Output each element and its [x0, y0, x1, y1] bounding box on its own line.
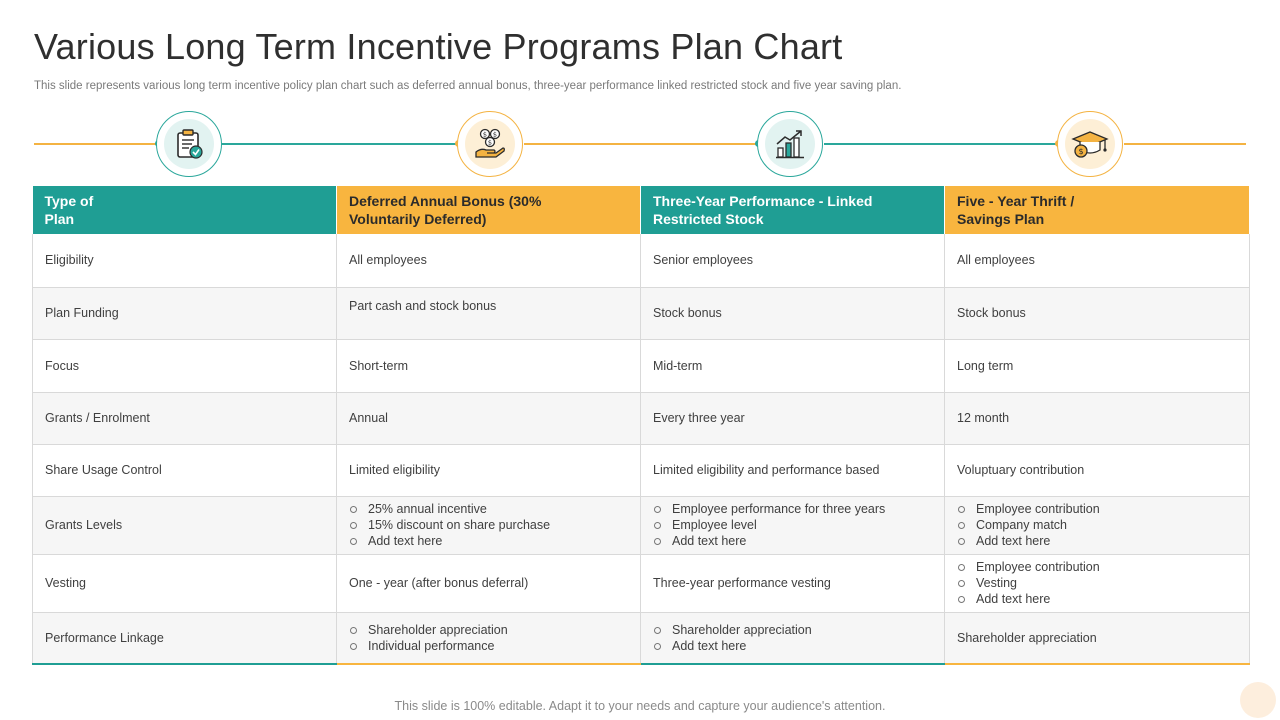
bullet-list: [653, 622, 932, 654]
list-item: Add text here: [349, 533, 628, 549]
cell: Every three year: [641, 392, 945, 444]
cell: Shareholder appreciation: [945, 612, 1250, 664]
row-label: Share Usage Control: [33, 444, 337, 496]
list-item: Individual performance: [349, 638, 628, 654]
icon-timeline: [0, 108, 1280, 180]
row-label: Grants Levels: [33, 496, 337, 554]
header-three-year-performance: Three-Year Performance - Linked Restricted Stock: [641, 186, 945, 234]
bullet-list: [653, 501, 932, 549]
hand-coins-icon: [472, 126, 508, 162]
cell: Limited eligibility: [337, 444, 641, 496]
table-row-eligibility: [33, 234, 1250, 287]
graduation-cap-coin-icon: [1070, 126, 1110, 162]
cell: Stock bonus: [945, 287, 1250, 339]
table-header-row: [33, 186, 1250, 234]
timeline-segment: [1124, 143, 1246, 145]
table-row-grants-levels: [33, 496, 1250, 554]
icon-circle-4: [1057, 111, 1123, 177]
timeline-segment: [524, 143, 758, 145]
svg-text:$: $: [487, 138, 493, 147]
cell: Annual: [337, 392, 641, 444]
table-row-grants-enrolment: [33, 392, 1250, 444]
table-row-share-usage-control: [33, 444, 1250, 496]
table-row-focus: [33, 339, 1250, 392]
cell: [641, 612, 945, 664]
cell: Senior employees: [641, 234, 945, 287]
list-item: Company match: [957, 517, 1237, 533]
timeline-segment: [222, 143, 458, 145]
cell: Voluptuary contribution: [945, 444, 1250, 496]
incentive-plan-table: [32, 186, 1250, 665]
list-item: Add text here: [957, 533, 1237, 549]
row-label: Performance Linkage: [33, 612, 337, 664]
svg-text:$: $: [1078, 147, 1084, 156]
footer-note: This slide is 100% editable. Adapt it to your needs and capture your audience's attention.: [394, 699, 886, 713]
cell: Short-term: [337, 339, 641, 392]
growth-chart-icon: [772, 126, 808, 162]
cell: 12 month: [945, 392, 1250, 444]
list-item: Add text here: [957, 591, 1237, 607]
icon-circle-1: [156, 111, 222, 177]
bullet-list: [349, 622, 628, 654]
cell: Stock bonus: [641, 287, 945, 339]
timeline-segment: [34, 143, 156, 145]
header-type-of-plan: Type of Plan: [33, 186, 337, 234]
list-item: Add text here: [653, 533, 932, 549]
list-item: Add text here: [653, 638, 932, 654]
cell: Three-year performance vesting: [641, 554, 945, 612]
cell: Part cash and stock bonus: [337, 287, 641, 339]
timeline-segment: [824, 143, 1058, 145]
cell: [641, 496, 945, 554]
cell: All employees: [337, 234, 641, 287]
cell: [337, 612, 641, 664]
row-label: Vesting: [33, 554, 337, 612]
icon-circle-3: [757, 111, 823, 177]
svg-text:$: $: [492, 130, 498, 139]
clipboard-check-icon: [172, 127, 206, 161]
list-item: Shareholder appreciation: [653, 622, 932, 638]
icon-circle-2: [457, 111, 523, 177]
header-five-year-thrift: Five - Year Thrift / Savings Plan: [945, 186, 1250, 234]
cell: [945, 554, 1250, 612]
page-title: Various Long Term Incentive Programs Plan Chart: [34, 26, 843, 67]
list-item: Shareholder appreciation: [349, 622, 628, 638]
cell: Limited eligibility and performance based: [641, 444, 945, 496]
table-row-performance-linkage: [33, 612, 1250, 664]
cell: One - year (after bonus deferral): [337, 554, 641, 612]
page-subtitle: This slide represents various long term incentive policy plan chart such as deferred annual bonus, three-year performance linked restricted stock and five year saving plan.: [34, 80, 902, 92]
table-row-vesting: [33, 554, 1250, 612]
row-label: Focus: [33, 339, 337, 392]
list-item: Employee contribution: [957, 559, 1237, 575]
corner-decoration: [1240, 682, 1276, 718]
cell: [337, 496, 641, 554]
list-item: Employee level: [653, 517, 932, 533]
list-item: 15% discount on share purchase: [349, 517, 628, 533]
row-label: Grants / Enrolment: [33, 392, 337, 444]
list-item: Vesting: [957, 575, 1237, 591]
svg-text:$: $: [482, 130, 488, 139]
list-item: Employee performance for three years: [653, 501, 932, 517]
cell: [945, 496, 1250, 554]
bullet-list: [957, 501, 1237, 549]
row-label: Eligibility: [33, 234, 337, 287]
bullet-list: [957, 559, 1237, 607]
header-deferred-annual-bonus: Deferred Annual Bonus (30% Voluntarily Deferred): [337, 186, 641, 234]
cell: All employees: [945, 234, 1250, 287]
cell: Mid-term: [641, 339, 945, 392]
list-item: Employee contribution: [957, 501, 1237, 517]
row-label: Plan Funding: [33, 287, 337, 339]
list-item: 25% annual incentive: [349, 501, 628, 517]
bullet-list: [349, 501, 628, 549]
table-row-plan-funding: [33, 287, 1250, 339]
cell: Long term: [945, 339, 1250, 392]
